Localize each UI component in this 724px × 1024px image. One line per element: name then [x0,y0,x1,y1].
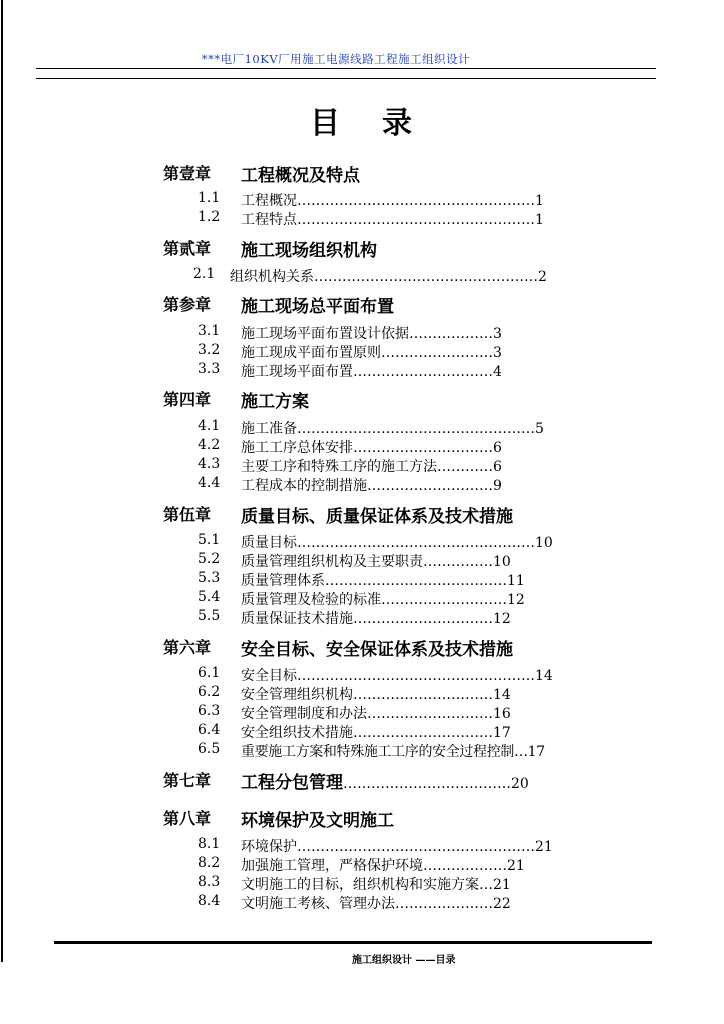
section-title: 工程特点……………………………………………1 [241,212,544,228]
chapter-page-dots: ………………………………20 [343,776,529,792]
chapter-number: 第四章 [163,390,212,409]
chapter-title: 施工现场总平面布置 [241,297,394,317]
section-title: 安全管理组织机构…………………………14 [241,687,511,703]
chapter-number: 第七章 [163,771,212,790]
chapter-number: 第六章 [163,638,212,657]
section-title: 施工现场平面布置…………………………4 [241,364,502,380]
chapter-title: 施工现场组织机构 [241,241,377,261]
section-title: 工程成本的控制措施………………………9 [241,478,502,494]
page-header-title: ***电厂10KV厂用施工电源线路工程施工组织设计 [201,52,471,66]
chapter-title: 施工方案 [241,392,309,412]
page-footer: 施工组织设计 ——目录 [352,955,456,966]
section-number: 6.5 [198,741,221,757]
chapter-number: 第壹章 [163,164,212,183]
toc-heading-left: 目 [310,106,342,141]
section-title: 施工现成平面布置原则……………………3 [241,345,502,361]
section-number: 6.1 [198,665,221,681]
section-title: 质量目标……………………………………………10 [241,535,553,551]
section-number: 5.3 [198,570,221,586]
section-number: 8.2 [198,855,221,871]
section-title: 安全管理制度和办法………………………16 [241,706,511,722]
section-number: 5.2 [198,551,221,567]
section-number: 8.3 [198,874,221,890]
header-rule-bottom [36,78,656,79]
section-title: 安全目标……………………………………………14 [241,668,553,684]
section-number: 5.5 [198,608,221,624]
section-number: 4.2 [198,437,221,453]
section-title: 工程概况……………………………………………1 [241,193,544,209]
section-number: 6.4 [198,722,221,738]
section-number: 2.1 [193,266,216,282]
section-title: 施工工序总体安排…………………………6 [241,440,502,456]
section-number: 6.3 [198,703,221,719]
chapter-title-with-page [241,768,529,793]
section-title: 主要工序和特殊工序的施工方法…………6 [241,459,502,475]
section-title: 组织机构关系…………………………………………2 [230,269,547,285]
chapter-title: 安全目标、安全保证体系及技术措施 [241,640,513,660]
chapter-number: 第贰章 [163,239,212,258]
section-number: 1.2 [198,209,221,225]
section-number: 5.1 [198,532,221,548]
section-number: 8.1 [198,836,221,852]
section-number: 3.1 [198,323,221,339]
toc-heading-right: 录 [382,106,414,141]
section-title: 质量保证技术措施…………………………12 [241,611,511,627]
section-number: 3.3 [198,361,221,377]
chapter-number: 第伍章 [163,505,212,524]
section-number: 4.4 [198,475,221,491]
section-title: 质量管理及检验的标准………………………12 [241,592,525,608]
section-title: 施工准备……………………………………………5 [241,421,544,437]
section-number: 5.4 [198,589,221,605]
section-number: 6.2 [198,684,221,700]
chapter-number: 第八章 [163,809,212,828]
section-number: 8.4 [198,893,221,909]
section-title: 文明施工的目标，组织机构和实施方案…21 [241,877,511,893]
footer-rule [54,941,652,944]
chapter-title: 质量目标、质量保证体系及技术措施 [241,507,513,527]
section-title: 加强施工管理，严格保护环境………………21 [241,858,525,874]
chapter-title: 环境保护及文明施工 [241,811,394,831]
chapter-title: 工程分包管理 [241,773,343,793]
section-title: 环境保护……………………………………………21 [241,839,553,855]
chapter-number: 第参章 [163,295,212,314]
left-margin-rule [1,0,3,962]
header-rule-top [36,68,656,69]
section-title: 施工现场平面布置设计依据………………3 [241,326,502,342]
section-number: 4.1 [198,418,221,434]
toc-heading [0,98,724,142]
section-number: 1.1 [198,190,221,206]
section-title: 文明施工考核、管理办法…………………22 [241,896,511,912]
section-number: 3.2 [198,342,221,358]
section-number: 4.3 [198,456,221,472]
chapter-title: 工程概况及特点 [241,166,360,186]
section-title: 质量管理组织机构及主要职责……………10 [241,554,511,570]
section-title: 质量管理体系…………………………………11 [241,573,525,589]
section-title: 重要施工方案和特殊施工工序的安全过程控制…17 [241,744,545,760]
section-title: 安全组织技术措施…………………………17 [241,725,511,741]
